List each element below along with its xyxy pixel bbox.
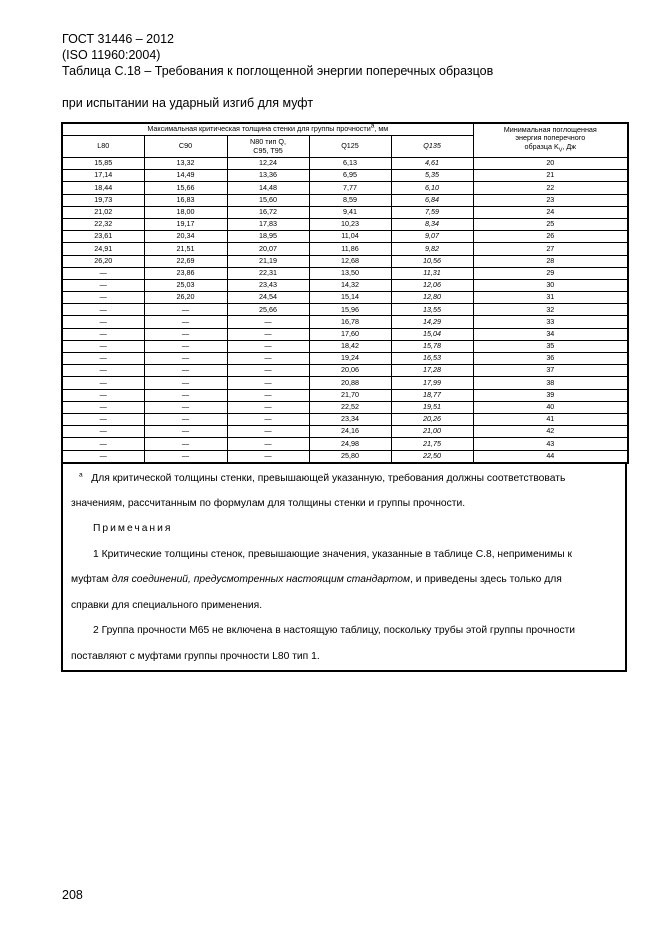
table-cell: 39 <box>473 389 628 401</box>
requirements-table-container <box>61 122 627 672</box>
table-cell: 43 <box>473 438 628 450</box>
table-cell: — <box>227 377 309 389</box>
table-row <box>62 316 628 328</box>
table-cell: 15,14 <box>309 292 391 304</box>
table-cell: 5,35 <box>391 170 473 182</box>
column-header-q125: Q125 <box>309 136 391 158</box>
table-row <box>62 450 628 463</box>
table-cell: — <box>227 316 309 328</box>
table-cell: — <box>144 389 227 401</box>
table-cell: 20,07 <box>227 243 309 255</box>
table-cell: — <box>144 353 227 365</box>
table-row <box>62 340 628 352</box>
table-cell: 40 <box>473 401 628 413</box>
wall-thickness-group-header: Максимальная критическая толщина стенки для группы прочности$^a$, мм <box>62 123 473 136</box>
table-cell: 21,02 <box>62 206 144 218</box>
table-cell: 17,99 <box>391 377 473 389</box>
page-number: 208 <box>62 888 83 902</box>
note2-line2: поставляют с муфтами группы прочности L80 тип 1. <box>71 650 320 662</box>
table-cell: 16,78 <box>309 316 391 328</box>
table-cell: 20,34 <box>144 231 227 243</box>
table-cell: — <box>62 304 144 316</box>
table-cell: — <box>62 279 144 291</box>
table-row <box>62 389 628 401</box>
note1-line2: муфтам для соединений, предусмотренных настоящим стандартом, и приведены здесь только для <box>71 573 562 585</box>
table-cell: 41 <box>473 413 628 425</box>
table-body <box>62 158 628 463</box>
column-header-q135: Q135 <box>391 136 473 158</box>
table-cell: 15,66 <box>144 182 227 194</box>
table-cell: — <box>144 304 227 316</box>
table-cell: 12,24 <box>227 158 309 170</box>
table-cell: 15,60 <box>227 194 309 206</box>
table-cell: 19,51 <box>391 401 473 413</box>
table-cell: 14,32 <box>309 279 391 291</box>
table-cell: — <box>227 413 309 425</box>
table-cell: 23,43 <box>227 279 309 291</box>
table-row <box>62 413 628 425</box>
table-cell: 6,13 <box>309 158 391 170</box>
table-row <box>62 158 628 170</box>
table-cell: — <box>62 450 144 463</box>
table-cell: 17,14 <box>62 170 144 182</box>
table-cell: 38 <box>473 377 628 389</box>
table-cell: 14,48 <box>227 182 309 194</box>
table-cell: 18,00 <box>144 206 227 218</box>
table-cell: 26,20 <box>62 255 144 267</box>
table-cell: 11,31 <box>391 267 473 279</box>
table-cell: 17,28 <box>391 365 473 377</box>
note1-line3: справки для специального применения. <box>71 599 263 611</box>
table-cell: 19,24 <box>309 353 391 365</box>
table-cell: 15,78 <box>391 340 473 352</box>
table-cell: — <box>62 292 144 304</box>
table-cell: 25 <box>473 218 628 230</box>
table-cell: 33 <box>473 316 628 328</box>
table-cell: — <box>227 450 309 463</box>
table-cell: — <box>144 450 227 463</box>
table-cell: 18,42 <box>309 340 391 352</box>
table-cell: 22,69 <box>144 255 227 267</box>
table-row <box>62 401 628 413</box>
table-cell: 34 <box>473 328 628 340</box>
table-row <box>62 353 628 365</box>
table-cell: 21,00 <box>391 426 473 438</box>
table-row <box>62 243 628 255</box>
table-cell: 13,36 <box>227 170 309 182</box>
table-cell: 22 <box>473 182 628 194</box>
table-cell: 13,55 <box>391 304 473 316</box>
iso-reference: (ISO 11960:2004) <box>62 48 161 62</box>
table-cell: 36 <box>473 353 628 365</box>
table-cell: 6,10 <box>391 182 473 194</box>
table-cell: 35 <box>473 340 628 352</box>
table-cell: 25,66 <box>227 304 309 316</box>
table-row <box>62 218 628 230</box>
table-cell: 28 <box>473 255 628 267</box>
table-cell: 21,19 <box>227 255 309 267</box>
table-cell: — <box>144 377 227 389</box>
table-row <box>62 267 628 279</box>
table-cell: — <box>227 401 309 413</box>
table-cell: — <box>227 426 309 438</box>
table-cell: 24,91 <box>62 243 144 255</box>
note1-line1: 1 Критические толщины стенок, превышающие значения, указанные в таблице С.8, неприменимы к <box>93 548 572 560</box>
table-cell: — <box>62 328 144 340</box>
table-cell: — <box>62 426 144 438</box>
table-cell: 24,98 <box>309 438 391 450</box>
note2-line1: 2 Группа прочности М65 не включена в настоящую таблицу, поскольку трубы этой группы прочности <box>93 624 576 636</box>
table-cell: 27 <box>473 243 628 255</box>
table-cell: — <box>144 401 227 413</box>
table-cell: — <box>227 328 309 340</box>
table-cell: 6,95 <box>309 170 391 182</box>
table-cell: 9,07 <box>391 231 473 243</box>
table-cell: 24,54 <box>227 292 309 304</box>
table-cell: — <box>144 340 227 352</box>
standard-number: ГОСТ 31446 – 2012 <box>62 32 174 46</box>
table-cell: 19,73 <box>62 194 144 206</box>
table-row <box>62 304 628 316</box>
table-cell: 7,77 <box>309 182 391 194</box>
table-cell: 37 <box>473 365 628 377</box>
table-cell: 12,06 <box>391 279 473 291</box>
table-cell: — <box>227 353 309 365</box>
table-cell: 18,44 <box>62 182 144 194</box>
table-cell: 16,72 <box>227 206 309 218</box>
table-cell: 29 <box>473 267 628 279</box>
table-cell: 12,80 <box>391 292 473 304</box>
table-row <box>62 194 628 206</box>
table-cell: 13,32 <box>144 158 227 170</box>
table-cell: 22,31 <box>227 267 309 279</box>
table-cell: 14,29 <box>391 316 473 328</box>
table-cell: 8,34 <box>391 218 473 230</box>
footnote-line2: значениям, рассчитанным по формулам для толщины стенки и группы прочности. <box>71 497 466 509</box>
table-cell: 22,52 <box>309 401 391 413</box>
table-cell: 7,59 <box>391 206 473 218</box>
table-cell: 26 <box>473 231 628 243</box>
table-row <box>62 255 628 267</box>
table-cell: — <box>62 340 144 352</box>
table-cell: — <box>62 353 144 365</box>
table-cell: 30 <box>473 279 628 291</box>
table-cell: 14,49 <box>144 170 227 182</box>
notes-title: Примечания <box>93 522 173 534</box>
table-row <box>62 438 628 450</box>
table-cell: — <box>62 401 144 413</box>
table-cell: 22,32 <box>62 218 144 230</box>
table-cell: 24 <box>473 206 628 218</box>
table-cell: — <box>227 365 309 377</box>
table-cell: 42 <box>473 426 628 438</box>
table-cell: 11,04 <box>309 231 391 243</box>
table-cell: — <box>62 389 144 401</box>
table-cell: 21 <box>473 170 628 182</box>
table-cell: 15,04 <box>391 328 473 340</box>
table-cell: 20,06 <box>309 365 391 377</box>
table-cell: 9,41 <box>309 206 391 218</box>
table-cell: 21,51 <box>144 243 227 255</box>
table-cell: 18,95 <box>227 231 309 243</box>
table-cell: 12,68 <box>309 255 391 267</box>
table-cell: 23 <box>473 194 628 206</box>
table-title-continued: при испытании на ударный изгиб для муфт <box>62 96 314 110</box>
table-cell: 9,82 <box>391 243 473 255</box>
table-cell: 10,56 <box>391 255 473 267</box>
table-cell: 44 <box>473 450 628 463</box>
table-cell: — <box>144 426 227 438</box>
table-cell: 21,70 <box>309 389 391 401</box>
table-cell: 20 <box>473 158 628 170</box>
table-cell: — <box>62 413 144 425</box>
table-cell: — <box>62 267 144 279</box>
table-row <box>62 206 628 218</box>
energy-column-header: Минимальная поглощенная энергия поперечного образца $K_V$, Дж <box>473 123 628 158</box>
table-row <box>62 377 628 389</box>
table-cell: — <box>227 340 309 352</box>
table-cell: 32 <box>473 304 628 316</box>
table-row <box>62 328 628 340</box>
column-header-n80: N80 тип Q, C95, T95 <box>227 136 309 158</box>
table-cell: 23,34 <box>309 413 391 425</box>
table-cell: 23,61 <box>62 231 144 243</box>
column-header-l80: L80 <box>62 136 144 158</box>
table-cell: — <box>227 389 309 401</box>
table-row <box>62 182 628 194</box>
table-cell: 19,17 <box>144 218 227 230</box>
table-row <box>62 279 628 291</box>
table-cell: 10,23 <box>309 218 391 230</box>
table-cell: — <box>144 328 227 340</box>
table-cell: — <box>62 377 144 389</box>
table-cell: 13,50 <box>309 267 391 279</box>
table-cell: 16,83 <box>144 194 227 206</box>
table-cell: — <box>227 438 309 450</box>
table-cell: 24,16 <box>309 426 391 438</box>
table-cell: 8,59 <box>309 194 391 206</box>
table-cell: 22,50 <box>391 450 473 463</box>
table-cell: — <box>144 438 227 450</box>
table-cell: 6,84 <box>391 194 473 206</box>
impact-energy-table <box>61 122 629 464</box>
table-cell: 17,60 <box>309 328 391 340</box>
table-cell: 25,03 <box>144 279 227 291</box>
table-cell: 21,75 <box>391 438 473 450</box>
table-row <box>62 292 628 304</box>
table-row <box>62 170 628 182</box>
table-cell: 11,86 <box>309 243 391 255</box>
table-cell: 4,61 <box>391 158 473 170</box>
table-cell: 23,86 <box>144 267 227 279</box>
column-header-c90: C90 <box>144 136 227 158</box>
table-cell: 20,26 <box>391 413 473 425</box>
table-cell: 26,20 <box>144 292 227 304</box>
table-notes <box>61 464 627 672</box>
table-row <box>62 365 628 377</box>
table-cell: 16,53 <box>391 353 473 365</box>
table-cell: 15,96 <box>309 304 391 316</box>
table-cell: 17,83 <box>227 218 309 230</box>
table-cell: — <box>62 316 144 328</box>
table-cell: 15,85 <box>62 158 144 170</box>
table-row <box>62 426 628 438</box>
table-cell: — <box>144 365 227 377</box>
table-cell: — <box>144 316 227 328</box>
table-cell: 25,80 <box>309 450 391 463</box>
table-cell: 31 <box>473 292 628 304</box>
table-cell: 20,88 <box>309 377 391 389</box>
table-cell: 18,77 <box>391 389 473 401</box>
table-cell: — <box>62 438 144 450</box>
table-row <box>62 231 628 243</box>
table-title: Таблица С.18 – Требования к поглощенной энергии поперечных образцов <box>62 64 494 78</box>
table-cell: — <box>62 365 144 377</box>
table-cell: — <box>144 413 227 425</box>
footnote-line1: $^a$ Для критической толщины стенки, превышающей указанную, требования должны соответствовать <box>79 471 566 484</box>
